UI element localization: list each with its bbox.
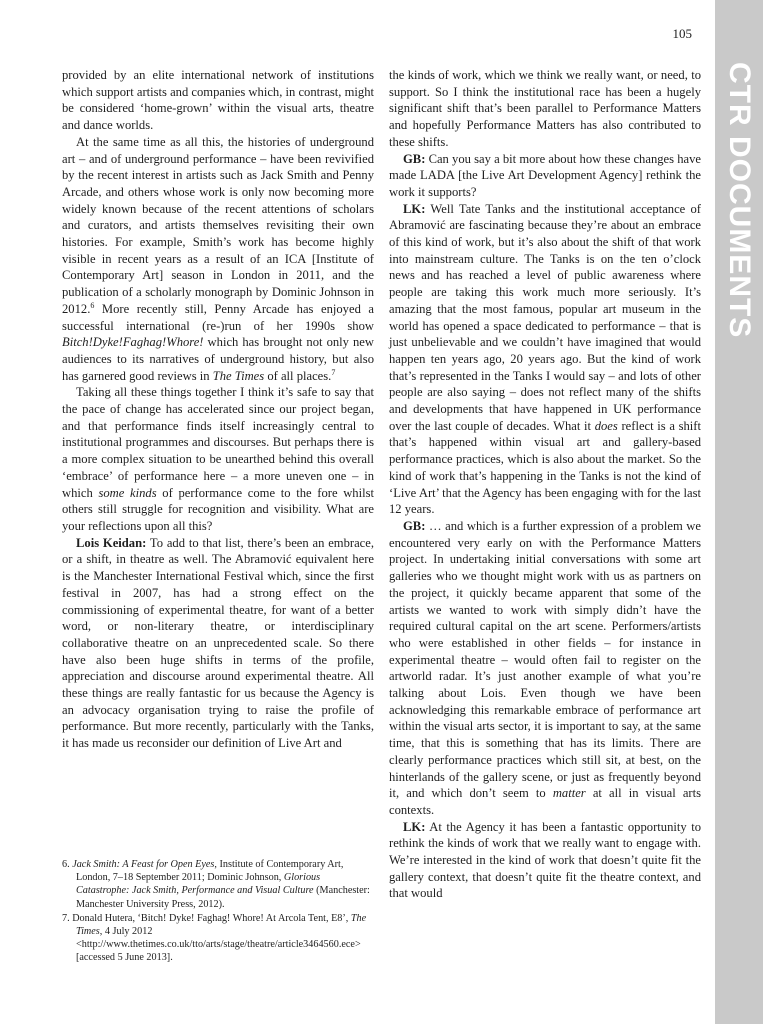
speaker-label: GB: — [403, 151, 426, 166]
paragraph: GB: Can you say a bit more about how these changes have made LADA [the Live Art Development Agency] rethink the work it supports? — [389, 151, 701, 199]
speaker-label: LK: — [403, 819, 426, 834]
section-side-band — [715, 0, 763, 1024]
emphasis: some kinds — [98, 485, 157, 500]
left-column — [62, 67, 374, 752]
speaker-label: LK: — [403, 201, 426, 216]
paragraph: LK: At the Agency it has been a fantastic opportunity to rethink the kinds of work that we really want to engage with. We’re interested in the kind of work that doesn’t quite fit the gallery context, that doesn’t quite fit the theatre context, and that would — [389, 819, 701, 901]
footnote-link[interactable]: http://www.thetimes.co.uk/tto/arts/stage/theatre/article3464560.ece — [81, 939, 355, 951]
paragraph: LK: Well Tate Tanks and the institutional acceptance of Abramović are fascinating because they’re about an embrace of this kind of work, but it’s also about the shift of that work into mainstream culture. The Tanks is on the ten o’clock news and has reached a level of public awareness where people are taking this work much more seriously. It’s amazing that the most famous, popular art museum in the world has opened a space dedicated to performance – that is just unbelievable and we couldn’t have imagined that would happen ten years ago, 20 years ago. But the kind of work that’s represented in the Tanks I would say – and lots of other people are also saying – does not reflect many of the shifts and developments that have happened in UK performance over the last couple of decades. What it does reflect is a shift that’s happened within visual art and gallery-based performance practices, which is also about the market. So the kind of work that’s happening in the Tanks is not the kind of ‘Live Art’ that the Agency has been engaging with for the last 12 years. — [389, 201, 701, 517]
footnote-7: 7. Donald Hutera, ‘Bitch! Dyke! Faghag! Whore! At Arcola Tent, E8’, The Times, 4 July 2012 <http://www.thetimes.co.uk/tto/arts/stage/theatre/article3464560.ece> [accessed 5 June 2013]. — [62, 912, 367, 964]
paragraph: GB: … and which is a further expression of a problem we encountered very early on with the Performance Matters project. In undertaking initial conversations with some art galleries who we thought might work with us as partners on the project, it quickly became apparent that some of the artists we wanted to work with simply didn’t have the required cultural capital on the art scene. Performers/artists who were established in other fields – for instance in experimental theatre – would often fail to register on the artworld radar. It’s just another example of what you’re talking about Lois. Even though we have been acknowledging this remarkable embrace of performance art within the visual arts sector, it is important to say, at the same time, that this is something that has its limits. There are clearly performance practices which still sit, at best, on the hinterlands of the gallery scene, or just as frequently beyond it, and which don’t seem to matter at all in visual arts contexts. — [389, 518, 701, 817]
newspaper-title: The Times — [212, 368, 265, 383]
show-title: Bitch!Dyke!Faghag!Whore! — [62, 335, 204, 350]
footnote-ref-6[interactable]: 6 — [90, 300, 95, 310]
paragraph: At the same time as all this, the histories of underground art – and of underground performance – have been revivified by the recent interest in artists such as Jack Smith and Penny Arcade, and others whose work is only now becoming more widely known because of the recent attentions of scholars and curators, and artists themselves revisiting their own histories. For example, Smith’s work has become highly visible in recent years as a result of an ICA [Institute of Contemporary Art] season in London in 2011, and the publication of a scholarly monograph by Dominic Johnson in 2012.$^6$ More recently still, Penny Arcade has enjoyed a successful international (re-)run of her 1990s show Bitch!Dyke!Faghag!Whore! which has brought not only new audiences to its narratives of underground history, but also has garnered good reviews in The Times of all places.$^7$ — [62, 134, 374, 383]
footnote-6: 6. Jack Smith: A Feast for Open Eyes, Institute of Contemporary Art, London, 7–18 September 2011; Dominic Johnson, Glorious Catastrophe: Jack Smith, Performance and Visual Culture (Manchester: Manchester University Press, 2012). — [62, 859, 370, 910]
emphasis: matter — [552, 786, 586, 801]
speaker-label: GB: — [403, 518, 426, 533]
section-label: CTR DOCUMENTS — [723, 62, 756, 339]
right-column — [389, 67, 701, 902]
emphasis: does — [594, 418, 618, 433]
paragraph: Taking all these things together I think it’s safe to say that the pace of change has accelerated since our project began, and that performance finds itself increasingly central to institutional programmes and discourses. But perhaps there is a more complex situation to be unearthed behind this overall ‘embrace’ of performance here – a more uneven one – in which some kinds of performance come to the fore whilst others still struggle for recognition and visibility. What are your reflections upon all this? — [62, 385, 374, 533]
footnote-ref-7[interactable]: 7 — [331, 367, 336, 377]
paragraph: Lois Keidan: To add to that list, there’s been an embrace, or a shift, in theatre as well. The Abramović equivalent here is the Manchester International Festival which, since the first festival in 2007, has had a strong effect on the commissioning of experimental theatre, for want of a better word, or non-literary theatre, or interdisciplinary collaborative theatre on an unprecedented scale. So there have also been huge shifts in terms of the profile, appreciation and discourse around experimental theatre. All these things are really fantastic for us because the Agency is an advocacy organisation trying to raise the profile of performance. But more recently, particularly with the Tanks, it has made us reconsider our definition of Live Art and — [62, 535, 374, 751]
paragraph: the kinds of work, which we think we really want, or need, to support. So I think the institutional race has been a hugely significant shift that’s been parallel to Performance Matters and hopefully Performance Matters has also contributed to these shifts. — [389, 68, 701, 149]
page-number: 105 — [672, 26, 692, 41]
paragraph: provided by an elite international network of institutions which support artists and companies which, in contrast, might be considered ‘home-grown’ within the visual arts, theatre and dance worlds. — [62, 68, 374, 133]
footnotes — [62, 858, 374, 966]
speaker-label: Lois Keidan: — [76, 535, 147, 550]
